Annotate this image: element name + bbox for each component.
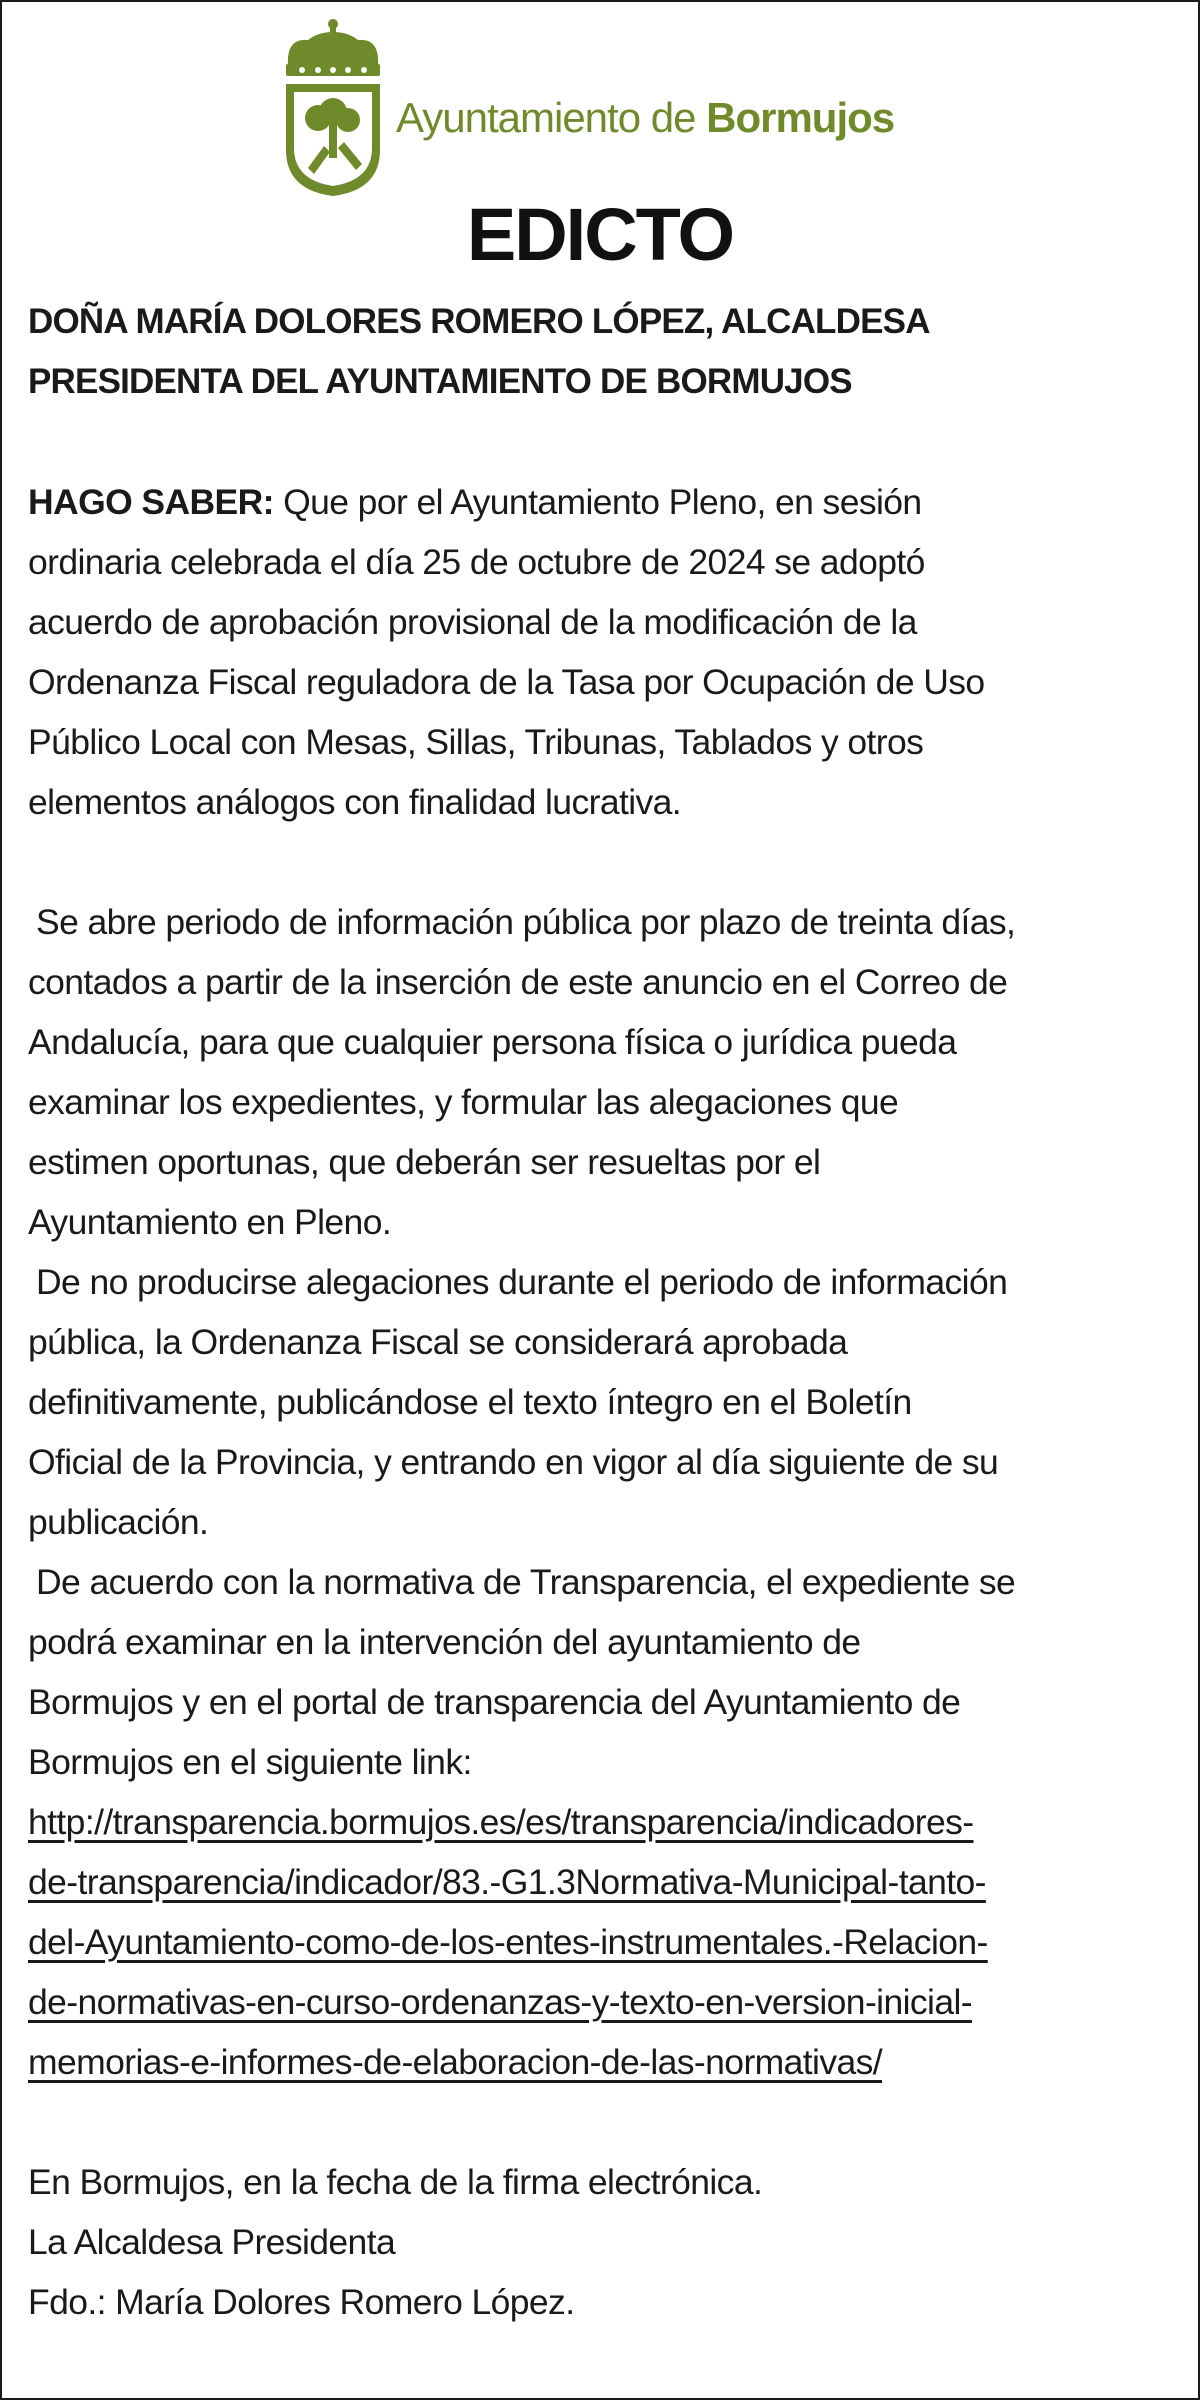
paragraph-4-line: Bormujos y en el portal de transparencia del Ayuntamiento de (28, 1682, 961, 1722)
paragraph-1-text: Que por el Ayuntamiento Pleno, en sesión (273, 482, 922, 522)
paragraph-4-line: De acuerdo con la normativa de Transparencia, el expediente se (36, 1562, 1016, 1602)
transparency-link-line[interactable]: de-normativas-en-curso-ordenanzas-y-texto-en-version-inicial- (28, 1982, 972, 2022)
spacer (28, 2092, 1178, 2152)
hago-saber-label: HAGO SABER: (28, 482, 274, 522)
paragraph-2-line: Se abre periodo de información pública por plazo de treinta días, (36, 902, 1016, 942)
coat-of-arms-icon (278, 18, 388, 198)
edict-title: EDICTO (466, 193, 734, 276)
paragraph-3-line: pública, la Ordenanza Fiscal se considerará aprobada (28, 1322, 848, 1362)
heading-line-2: PRESIDENTA DEL AYUNTAMIENTO DE BORMUJOS (28, 362, 852, 401)
paragraph-3-line: Oficial de la Provincia, y entrando en vigor al día siguiente de su (28, 1442, 999, 1482)
transparency-link-line[interactable]: memorias-e-informes-de-elaboracion-de-las-normativas/ (28, 2042, 883, 2082)
paragraph-1-line: Ordenanza Fiscal reguladora de la Tasa por Ocupación de Uso (28, 662, 985, 702)
signatory-name: Fdo.: María Dolores Romero López. (28, 2282, 575, 2322)
paragraph-1-line: ordinaria celebrada el día 25 de octubre de 2024 se adoptó (28, 542, 925, 582)
paragraph-2-line: Andalucía, para que cualquier persona física o jurídica pueda (28, 1022, 957, 1062)
closing-date-line: En Bormujos, en la fecha de la firma electrónica. (28, 2162, 763, 2202)
edict-body (28, 292, 1178, 2332)
spacer (28, 832, 1178, 892)
signatory-title: La Alcaldesa Presidenta (28, 2222, 396, 2262)
heading-line-1: DOÑA MARÍA DOLORES ROMERO LÓPEZ, ALCALDESA (28, 302, 930, 341)
paragraph-3-line: publicación. (28, 1502, 209, 1542)
paragraph-2-line: estimen oportunas, que deberán ser resueltas por el (28, 1142, 821, 1182)
paragraph-1-line: acuerdo de aprobación provisional de la modificación de la (28, 602, 917, 642)
paragraph-1-first-line (28, 472, 1178, 532)
paragraph-3-line: De no producirse alegaciones durante el periodo de información (36, 1262, 1008, 1302)
paragraph-1-line: elementos análogos con finalidad lucrativa. (28, 782, 682, 822)
paragraph-3-line: definitivamente, publicándose el texto íntegro en el Boletín (28, 1382, 912, 1422)
paragraph-2-line: contados a partir de la inserción de este anuncio en el Correo de (28, 962, 1008, 1002)
municipal-logo (278, 18, 938, 198)
paragraph-4-line: podrá examinar en la intervención del ayuntamiento de (28, 1622, 861, 1662)
municipality-name-light: Ayuntamiento de (396, 94, 707, 141)
municipality-name (396, 94, 894, 142)
transparency-link-line[interactable]: del-Ayuntamiento-como-de-los-entes-instrumentales.-Relacion- (28, 1922, 988, 1962)
paragraph-1-line: Público Local con Mesas, Sillas, Tribunas, Tablados y otros (28, 722, 924, 762)
paragraph-4-line: Bormujos en el siguiente link: (28, 1742, 472, 1782)
transparency-link-line[interactable]: http://transparencia.bormujos.es/es/transparencia/indicadores- (28, 1802, 974, 1842)
paragraph-2-line: examinar los expedientes, y formular las alegaciones que (28, 1082, 899, 1122)
municipality-name-bold: Bormujos (706, 94, 895, 141)
paragraph-2-line: Ayuntamiento en Pleno. (28, 1202, 392, 1242)
spacer (28, 412, 1178, 472)
transparency-link[interactable] (28, 1792, 1178, 2092)
transparency-link-line[interactable]: de-transparencia/indicador/83.-G1.3Normativa-Municipal-tanto- (28, 1862, 986, 1902)
